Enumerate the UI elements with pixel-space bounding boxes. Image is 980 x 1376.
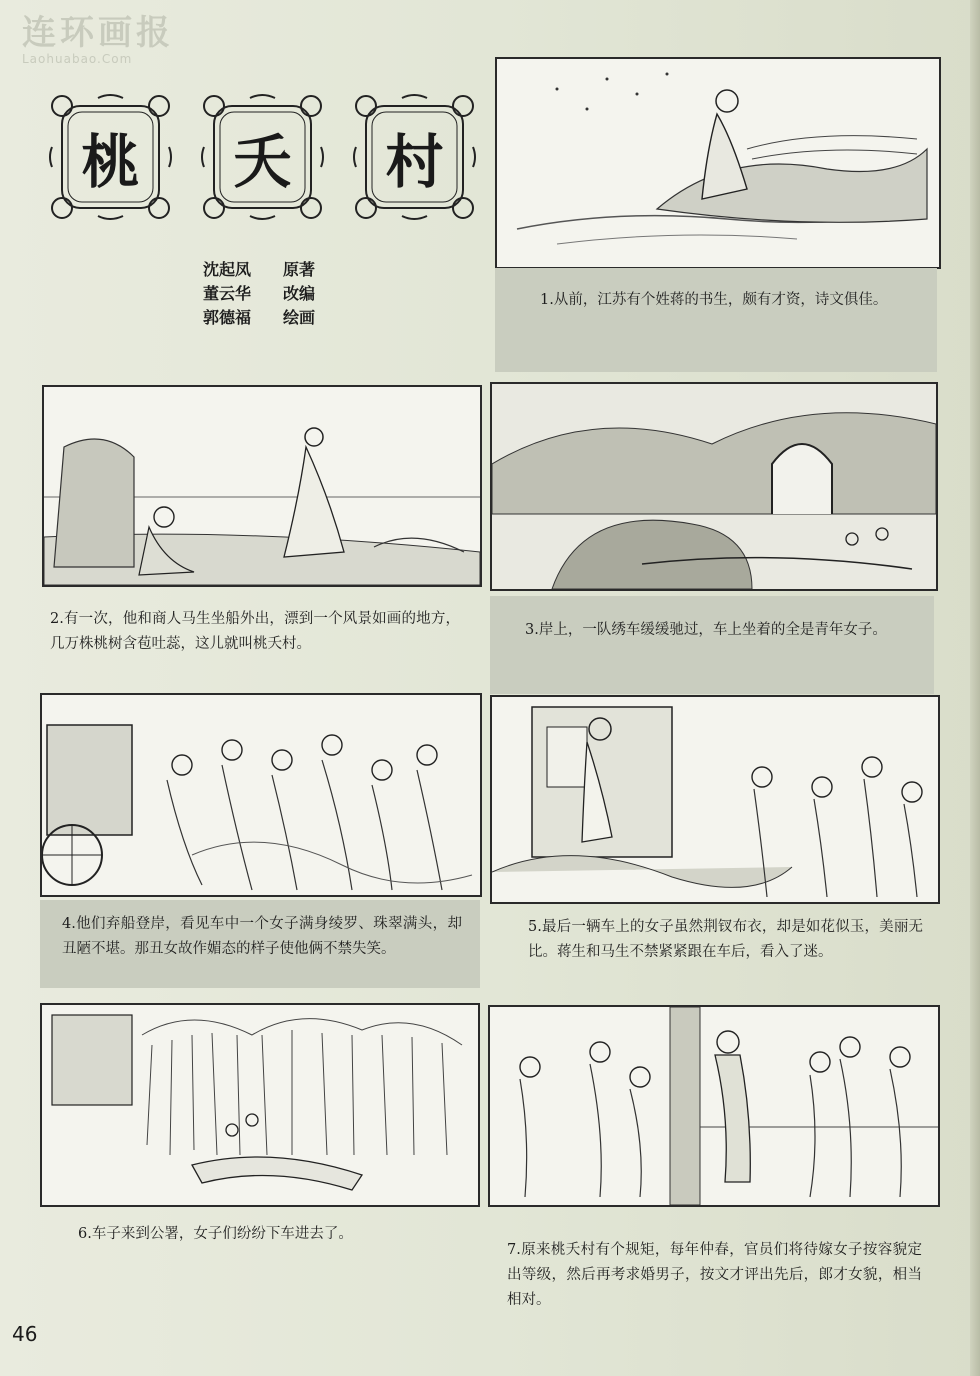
illustration-willows-office bbox=[42, 1005, 478, 1205]
caption-6: 6.车子来到公署，女子们纷纷下车进去了。 bbox=[78, 1226, 353, 1242]
credit-name: 郭德福 bbox=[203, 308, 252, 327]
title-frame-2 bbox=[200, 92, 325, 222]
story-title bbox=[48, 92, 478, 227]
caption-1: 1.从前，江苏有个姓蒋的书生，颇有才资，诗文俱佳。 bbox=[540, 292, 888, 308]
title-char-2: 夭 bbox=[233, 128, 292, 196]
credits bbox=[203, 258, 343, 330]
comic-panel-2 bbox=[42, 385, 482, 587]
credit-role: 原著 bbox=[283, 260, 316, 279]
caption-2: 2.有一次，他和商人马生坐船外出，漂到一个风景如画的地方，几万株桃树含苞吐蕊，这儿就叫桃夭村。 bbox=[50, 611, 460, 652]
title-frame-1 bbox=[48, 92, 173, 222]
caption-bar-3 bbox=[490, 596, 934, 694]
comic-panel-1 bbox=[495, 57, 941, 269]
caption-3: 3.岸上，一队绣车缓缓驰过，车上坐着的全是青年女子。 bbox=[525, 622, 887, 638]
title-frame-3 bbox=[352, 92, 477, 222]
illustration-officials-courtyard bbox=[490, 1007, 938, 1205]
page-number: 46 bbox=[12, 1322, 38, 1346]
illustration-beauty-in-carriage bbox=[492, 697, 938, 902]
watermark-text: 连环画报 bbox=[22, 13, 174, 53]
title-char-3: 村 bbox=[385, 128, 444, 196]
illustration-crowd-carriage bbox=[42, 695, 480, 895]
comic-panel-5 bbox=[490, 695, 940, 904]
caption-bar-1 bbox=[495, 268, 937, 372]
illustration-scholar-on-rock bbox=[497, 59, 939, 267]
comic-panel-3 bbox=[490, 382, 938, 591]
watermark bbox=[22, 14, 174, 66]
credit-row bbox=[203, 258, 343, 282]
credit-row bbox=[203, 282, 343, 306]
credit-role: 绘画 bbox=[283, 308, 316, 327]
credit-row bbox=[203, 306, 343, 330]
caption-4: 4.他们弃船登岸，看见车中一个女子满身绫罗、珠翠满头，却丑陋不堪。那丑女故作媚态的样子使他俩不禁失笑。 bbox=[62, 916, 462, 957]
title-char-1: 桃 bbox=[81, 128, 140, 196]
credit-role: 改编 bbox=[283, 284, 316, 303]
comic-panel-7 bbox=[488, 1005, 940, 1207]
comic-panel-4 bbox=[40, 693, 482, 897]
credit-name: 董云华 bbox=[203, 284, 252, 303]
comic-panel-6 bbox=[40, 1003, 480, 1207]
illustration-bridge-riverbank bbox=[492, 384, 936, 589]
illustration-boat-peach-village bbox=[44, 387, 480, 585]
caption-5: 5.最后一辆车上的女子虽然荆钗布衣，却是如花似玉，美丽无比。蒋生和马生不禁紧紧跟在车后，看入了迷。 bbox=[528, 919, 923, 960]
book-spine bbox=[970, 0, 980, 1376]
caption-7: 7.原来桃夭村有个规矩，每年仲春，官员们将待嫁女子按容貌定出等级，然后再考求婚男子，按文才评出先后，郎才女貌，相当相对。 bbox=[507, 1242, 922, 1308]
credit-name: 沈起凤 bbox=[203, 260, 252, 279]
watermark-url: Laohuabao.Com bbox=[22, 52, 133, 66]
